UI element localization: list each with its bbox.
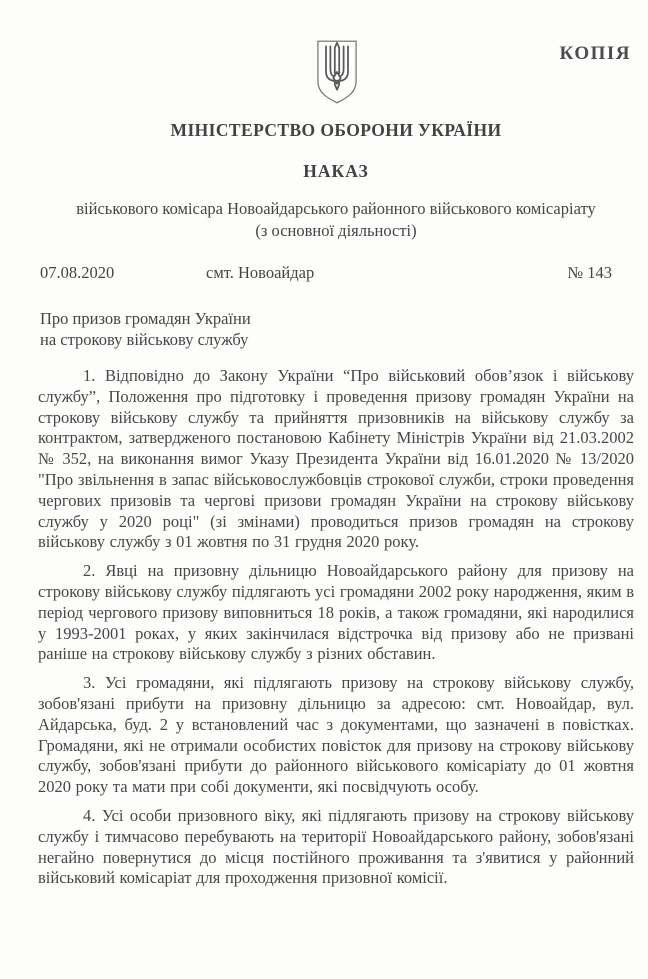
- paragraph-2: 2. Явці на призовну дільницю Новоайдарського району для призову на строкову військову службу підлягають усі громадяни 2002 року народження, яким в період чергового призову виповниться 18 років, а також громадяни, які народилися у 1993-2001 роках, у яких закінчилася відстрочка від призову або не призвані раніше на строкову військову службу з різних обставин.: [38, 561, 634, 664]
- issuer-block: [38, 198, 634, 242]
- doc-type-title: НАКАЗ: [303, 161, 369, 181]
- paragraph-4: 4. Усі особи призовного віку, які підлягають призову на строкову військову службу і тимчасово перебувають на території Новоайдарського району, зобов'язані негайно повернутися до місця постійного проживання та з'явитися у районний військовий комісаріат для проходження призовної комісії.: [38, 805, 634, 888]
- ministry-title: МІНІСТЕРСТВО ОБОРОНИ УКРАЇНИ: [170, 120, 502, 140]
- body-text: [38, 366, 634, 897]
- subject-line-1: Про призов громадян України: [40, 309, 251, 328]
- doc-date: 07.08.2020: [40, 263, 115, 282]
- subject-block: [40, 308, 251, 350]
- copy-label: КОПІЯ: [559, 43, 631, 64]
- paragraph-3: 3. Усі громадяни, які підлягають призову на строкову військову службу, зобов'язані прибути на призовну дільницю за адресою: смт. Новоайдар, вул. Айдарська, буд. 2 у встановлений час з документами, що зазначені в повістках. Громадяни, які не отримали особистих повісток для призову на строкову військову службу, зобов'язані прибути до районного військового комісаріату до 01 жовтня 2020 року та мати при собі документи, які посвідчують особу.: [38, 673, 634, 797]
- subject-line-2: на строкову військову службу: [40, 330, 249, 349]
- doc-place: смт. Новоайдар: [206, 263, 315, 282]
- text-column: [38, 0, 634, 979]
- meta-row: [38, 263, 634, 285]
- issuer-line-1: військового комісара Новоайдарського районного військового комісаріату: [76, 199, 596, 218]
- paragraph-1: 1. Відповідно до Закону України “Про військовий обов’язок і військову службу”, Положення про підготовку і проведення призову громадян України на строкову військову службу та прийняття призовників на військову службу за контрактом, затвердженого постановою Кабінету Міністрів України від 21.03.2002 № 352, на виконання вимог Указу Президента України від 16.01.2020 № 13/2020 "Про звільнення в запас військовослужбовців строкової служби, строки проведення чергових призовів та чергові призови громадян України на строкову військову службу у 2020 році" (зі змінами) проводиться призов громадян на строкову військову службу з 01 жовтня по 31 грудня 2020 року.: [38, 366, 634, 552]
- issuer-line-2: (з основної діяльності): [255, 221, 417, 240]
- doc-number: № 143: [567, 263, 612, 282]
